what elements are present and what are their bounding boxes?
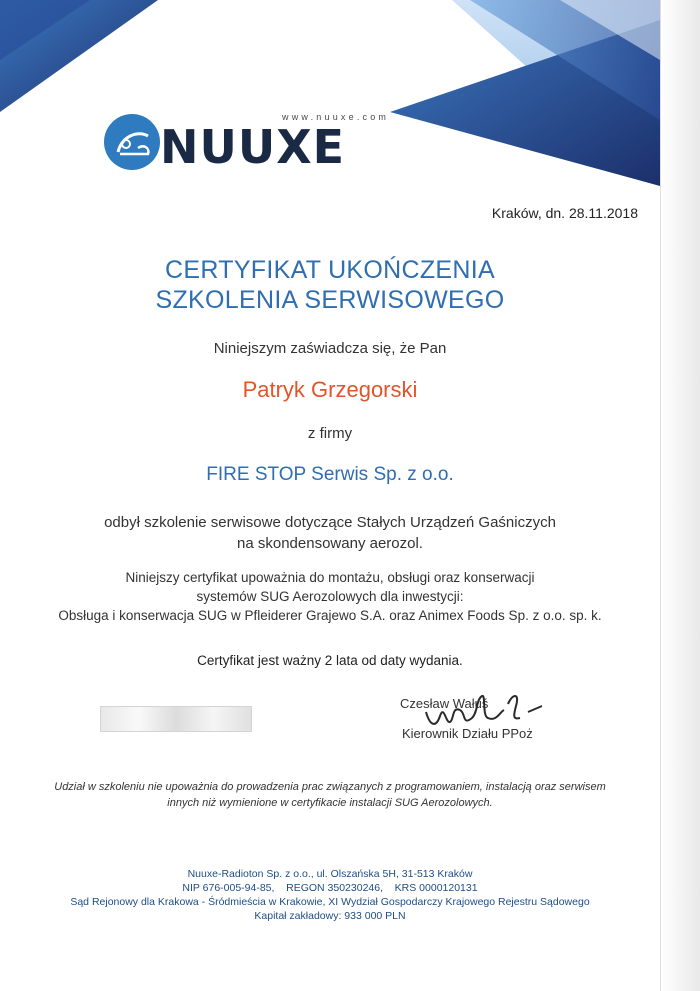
training-description-line1: odbył szkolenie serwisowe dotyczące Stałych Urządzeń Gaśniczych [104,514,556,531]
disclaimer-note [30,779,630,811]
logo-website: www.nuuxe.com [282,112,390,122]
authorization-line3: Obsługa i konserwacja SUG w Pfleiderer Grajewo S.A. oraz Animex Foods Sp. z o.o. sp. k. [58,608,602,623]
intro-text: Niniejszym zaświadcza się, że Pan [213,340,447,357]
disclaimer-line2: innych niż wymienione w certyfikacie instalacji SUG Aerozolowych. [167,797,493,809]
logo-wordmark: NUUXE [160,120,346,174]
logo-swirl-icon [104,114,160,170]
authorization-text [20,568,640,625]
company-footer [30,867,630,923]
footer-share-capital: Kapitał zakładowy: 933 000 PLN [254,910,406,922]
validity-statement: Certyfikat jest ważny 2 lata od daty wydania. [197,653,463,668]
certificate-title-line1: CERTYFIKAT UKOŃCZENIA [165,256,495,284]
footer-address: Nuuxe-Radioton Sp. z o.o., ul. Olszańska 5H, 31-513 Kraków [187,868,473,880]
signer-role: Kierownik Działu PPoż [402,726,533,741]
handwritten-signature [416,682,556,732]
from-company-label: z firmy [307,425,353,442]
footer-registration-numbers: NIP 676-005-94-85, REGON 350230246, KRS 0000120131 [182,882,478,894]
hologram-sticker [100,706,252,732]
place-and-date: Kraków, dn. 28.11.2018 [491,205,638,221]
training-description-line2: na skondensowany aerozol. [237,535,423,552]
signer-name: Czesław Wałuś [400,696,489,711]
authorization-line1: Niniejszy certyfikat upoważnia do montażu, obsługi oraz konserwacji [125,570,535,585]
nuuxe-logo [104,112,404,184]
recipient-name: Patryk Grzegorski [242,377,418,402]
certificate-title-line2: SZKOLENIA SERWISOWEGO [155,286,505,314]
footer-court-registry: Sąd Rejonowy dla Krakowa - Śródmieścia w Krakowie, XI Wydział Gospodarczy Krajowego Rejestru Sądowego [70,896,590,908]
authorization-line2: systemów SUG Aerozolowych dla inwestycji: [196,589,464,604]
training-description [20,512,640,554]
disclaimer-line1: Udział w szkoleniu nie upoważnia do prowadzenia prac związanych z programowaniem, instalacją oraz serwisem [54,781,606,793]
company-name: FIRE STOP Serwis Sp. z o.o. [206,464,454,485]
